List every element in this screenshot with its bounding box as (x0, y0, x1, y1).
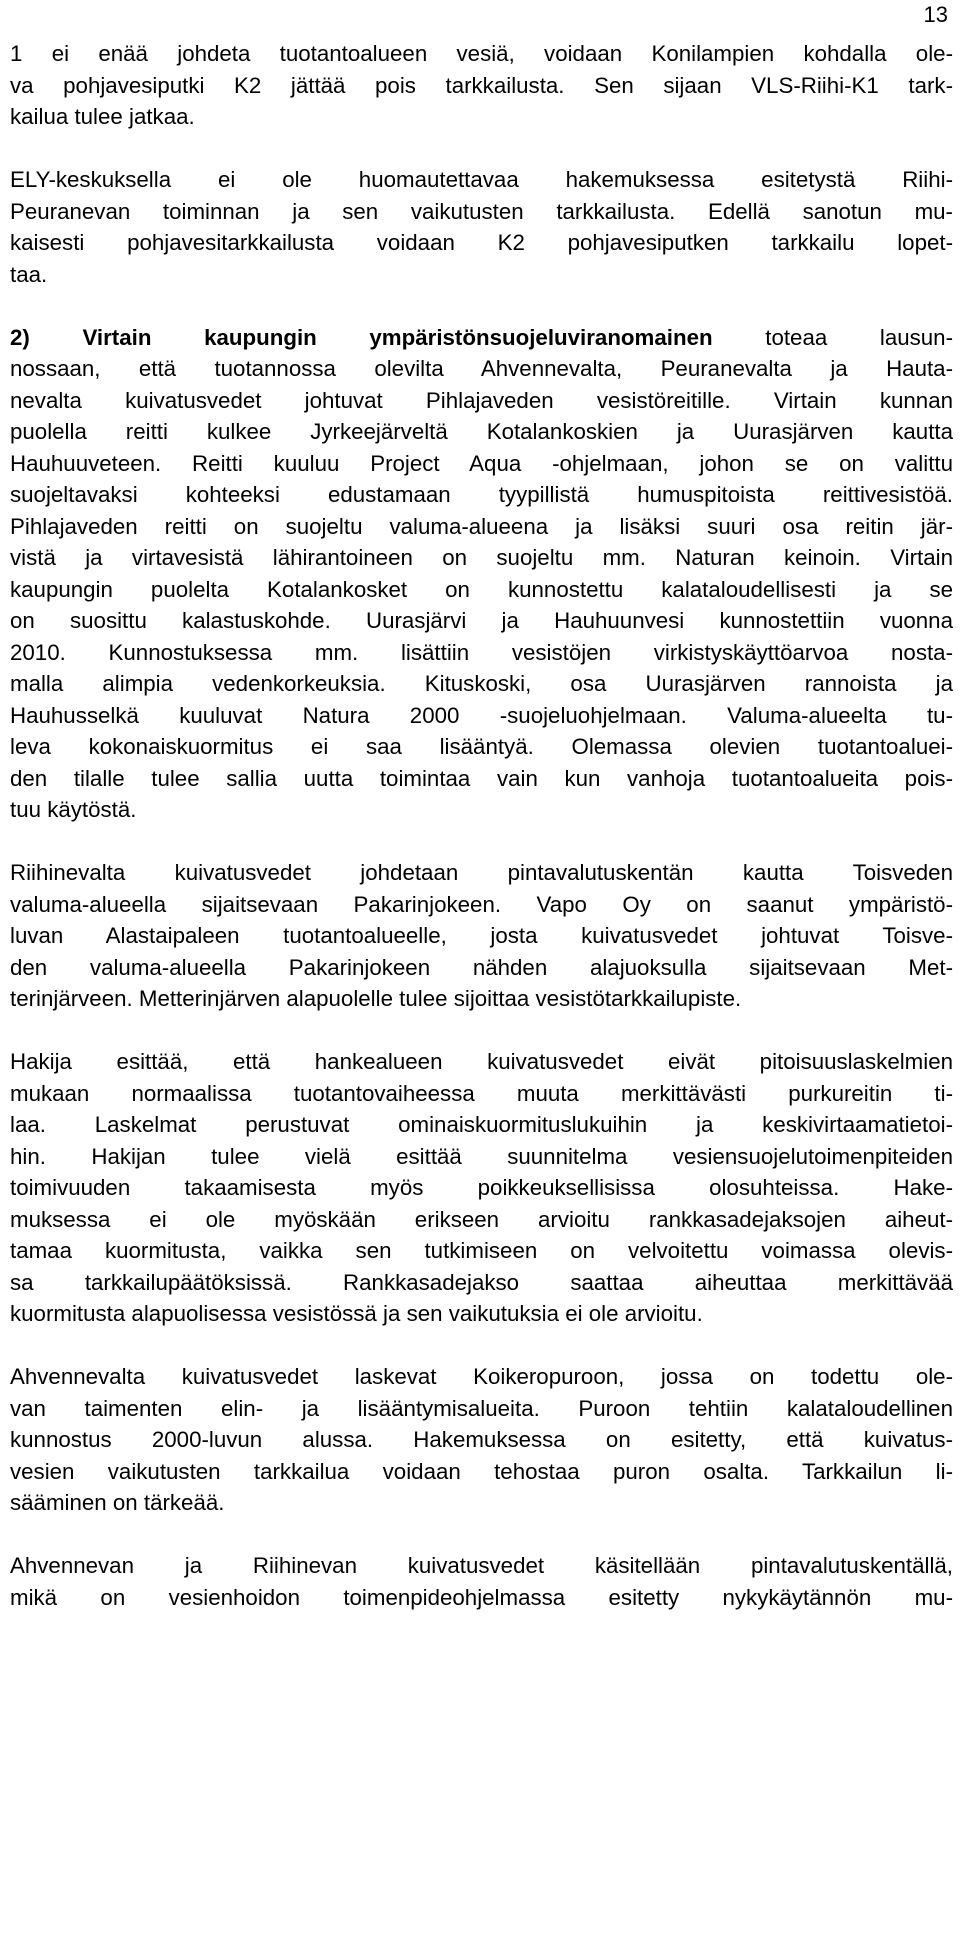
paragraph (10, 1046, 953, 1330)
text-line: puolella reitti kulkee Jyrkeejärveltä Kotalankoskien ja Uurasjärven kautta (10, 419, 953, 444)
text-line: van taimenten elin- ja lisääntymisalueita. Puroon tehtiin kalataloudellinen (10, 1395, 953, 1421)
text-line: kunnostus 2000-luvun alussa. Hakemuksessa on esitetty, että kuivatus- (10, 1427, 953, 1452)
page-number: 13 (923, 2, 948, 27)
text-line: Hauhusselkä kuuluvat Natura 2000 -suojeluohjelmaan. Valuma-alueelta tu- (10, 702, 953, 728)
text-line: Pihlajaveden reitti on suojeltu valuma-alueena ja lisäksi suuri osa reitin jär- (10, 513, 953, 539)
text-line: 1 ei enää johdeta tuotantoalueen vesiä, voidaan Konilampien kohdalla ole- (10, 41, 953, 66)
text-line: malla alimpia vedenkorkeuksia. Kituskoski, osa Uurasjärven rannoista ja (10, 671, 953, 696)
text-line: Hauhuuveteen. Reitti kuuluu Project Aqua -ohjelmaan, johon se on valittu (10, 450, 953, 476)
text-line: vistä ja virtavesistä lähirantoineen on suojeltu mm. Naturan keinoin. Virtain (10, 545, 953, 570)
paragraph (10, 1361, 953, 1519)
text-line: nevalta kuivatusvedet johtuvat Pihlajaveden vesistöreitille. Virtain kunnan (10, 387, 953, 413)
text-line: Riihinevalta kuivatusvedet johdetaan pintavalutuskentän kautta Toisveden (10, 860, 953, 885)
text-line: valuma-alueella sijaitsevaan Pakarinjokeen. Vapo Oy on saanut ympäristö- (10, 891, 953, 917)
text-line: den valuma-alueella Pakarinjokeen nähden alajuoksulla sijaitsevaan Met- (10, 954, 953, 980)
text-line: on suosittu kalastuskohde. Uurasjärvi ja Hauhuunvesi kunnostettiin vuonna (10, 608, 953, 633)
text-line: sa tarkkailupäätöksissä. Rankkasadejakso saattaa aiheuttaa merkittävää (10, 1269, 953, 1295)
text-line: hin. Hakijan tulee vielä esittää suunnitelma vesiensuojelutoimenpiteiden (10, 1143, 953, 1169)
text-line: va pohjavesiputki K2 jättää pois tarkkailusta. Sen sijaan VLS-Riihi-K1 tark- (10, 72, 953, 98)
text-line: taa. (10, 261, 48, 287)
text-line: leva kokonaiskuormitus ei saa lisääntyä. Olemassa olevien tuotantoaluei- (10, 734, 953, 759)
text-line: luvan Alastaipaleen tuotantoalueelle, josta kuivatusvedet johtuvat Toisve- (10, 923, 953, 948)
text-line: laa. Laskelmat perustuvat ominaiskuormituslukuihin ja keskivirtaamatietoi- (10, 1112, 953, 1137)
text-line: toimivuuden takaamisesta myös poikkeuksellisissa olosuhteissa. Hake- (10, 1175, 953, 1200)
bold-lead: 2) Virtain kaupungin ympäristönsuojeluviranomainen (10, 324, 713, 350)
text-line: kaisesti pohjavesitarkkailusta voidaan K2 pohjavesiputken tarkkailu lopet- (10, 230, 953, 255)
text-line: terinjärveen. Metterinjärven alapuolelle tulee sijoittaa vesistötarkkailupiste. (10, 986, 742, 1011)
paragraph (10, 1550, 953, 1613)
text-line: 2010. Kunnostuksessa mm. lisättiin vesistöjen virkistyskäyttöarvoa nosta- (10, 639, 953, 665)
text-line: Ahvennevan ja Riihinevan kuivatusvedet käsitellään pintavalutuskentällä, (10, 1553, 953, 1578)
text-line: tamaa kuormitusta, vaikka sen tutkimiseen on velvoitettu voimassa olevis- (10, 1238, 953, 1263)
text-line: Ahvennevalta kuivatusvedet laskevat Koikeropuroon, jossa on todettu ole- (10, 1364, 953, 1389)
text-line: kailua tulee jatkaa. (10, 104, 195, 129)
text-line: Peuranevan toiminnan ja sen vaikutusten tarkkailusta. Edellä sanotun mu- (10, 198, 953, 224)
text-line: nossaan, että tuotannossa olevilta Ahvennevalta, Peuranevalta ja Hauta- (10, 356, 953, 381)
text-line: mikä on vesienhoidon toimenpideohjelmassa esitetty nykykäytännön mu- (10, 1584, 953, 1610)
text-run: toteaa lausun- (712, 324, 954, 350)
text-line: sääminen on tärkeää. (10, 1490, 225, 1515)
paragraph (10, 164, 953, 290)
paragraph (10, 857, 953, 1015)
text-line: kaupungin puolelta Kotalankosket on kunnostettu kalataloudellisesti ja se (10, 576, 953, 602)
text-line: suojeltavaksi kohteeksi edustamaan tyypillistä humuspitoista reittivesistöä. (10, 482, 953, 507)
text-line: Hakija esittää, että hankealueen kuivatusvedet eivät pitoisuuslaskelmien (10, 1049, 953, 1074)
text-line: mukaan normaalissa tuotantovaiheessa muuta merkittävästi purkureitin ti- (10, 1080, 953, 1106)
paragraph (10, 322, 953, 826)
document-body (10, 38, 953, 1613)
paragraph (10, 38, 953, 133)
text-line: vesien vaikutusten tarkkailua voidaan tehostaa puron osalta. Tarkkailun li- (10, 1458, 953, 1484)
text-line: kuormitusta alapuolisessa vesistössä ja sen vaikutuksia ei ole arvioitu. (10, 1301, 703, 1326)
text-line: tuu käytöstä. (10, 797, 137, 822)
text-line: ELY-keskuksella ei ole huomautettavaa hakemuksessa esitetystä Riihi- (10, 167, 953, 192)
text-line (10, 322, 953, 354)
text-line: den tilalle tulee sallia uutta toimintaa vain kun vanhoja tuotantoalueita pois- (10, 765, 953, 791)
text-line: muksessa ei ole myöskään erikseen arvioitu rankkasadejaksojen aiheut- (10, 1206, 953, 1232)
